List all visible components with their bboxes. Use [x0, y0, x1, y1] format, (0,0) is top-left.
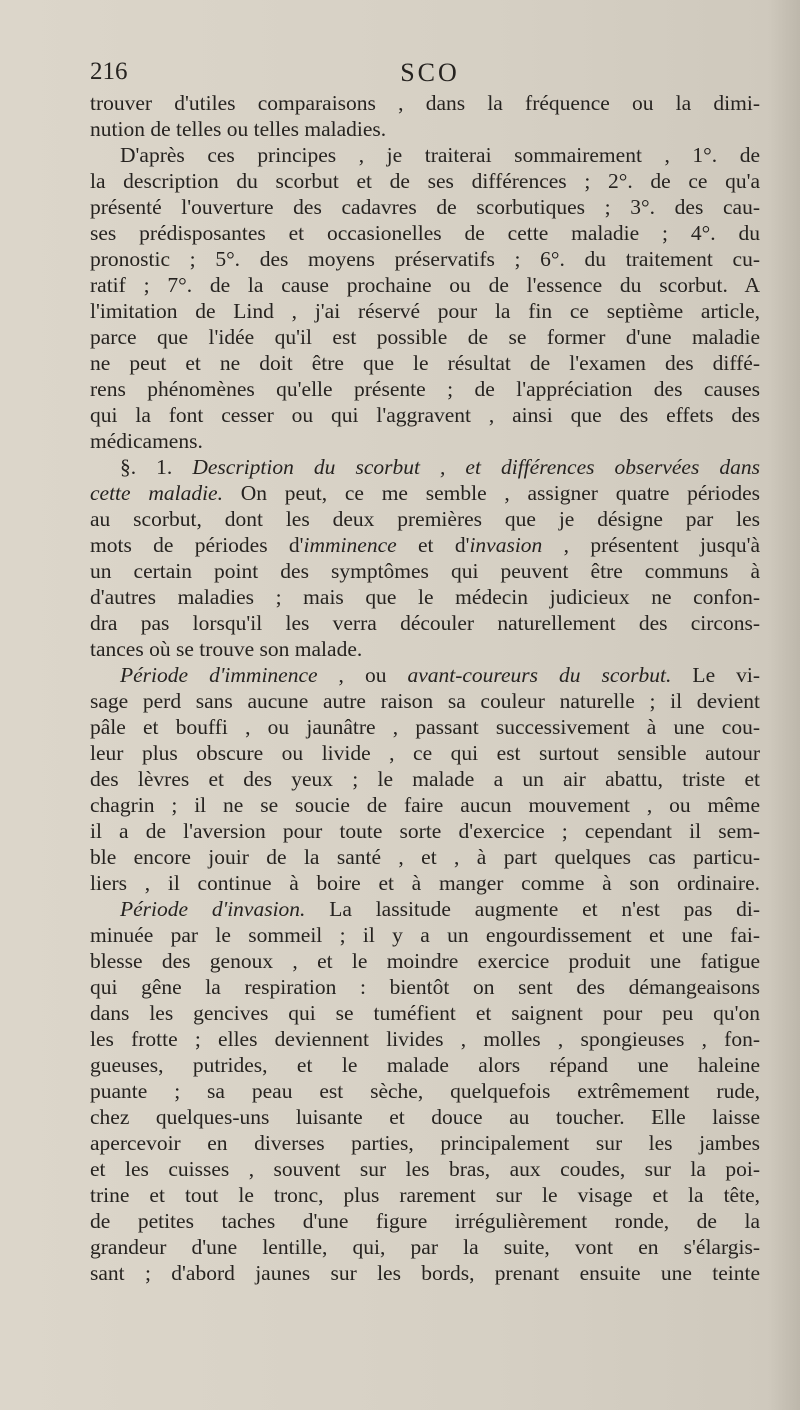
text-segment: , ou: [317, 663, 408, 687]
text-line: [90, 948, 760, 974]
page-number: 216: [90, 58, 128, 85]
text-segment: les frotte ; elles deviennent livides , molles , spongieuses , fon-: [90, 1027, 760, 1051]
text-segment: et d': [396, 533, 470, 557]
text-segment: rens phénomènes qu'elle présente ; de l'appréciation des causes: [90, 377, 760, 401]
text-segment: présenté l'ouverture des cadavres de scorbutiques ; 3°. des cau-: [90, 195, 760, 219]
text-segment: un certain point des symptômes qui peuvent être communs à: [90, 559, 760, 583]
text-segment: au scorbut, dont les deux premières que je désigne par les: [90, 507, 760, 531]
text-line: [90, 1156, 760, 1182]
text-segment: trouver d'utiles comparaisons , dans la fréquence ou la dimi-: [90, 91, 760, 115]
text-line: [90, 896, 760, 922]
text-segment: leur plus obscure ou livide , ce qui est surtout sensible autour: [90, 741, 760, 765]
text-line: [90, 636, 760, 662]
text-segment: mots de périodes d': [90, 533, 304, 557]
text-segment: ne peut et ne doit être que le résultat de l'examen des diffé-: [90, 351, 760, 375]
text-line: [90, 324, 760, 350]
text-line: [90, 1078, 760, 1104]
text-line: [90, 298, 760, 324]
text-line: [90, 168, 760, 194]
text-line: [90, 1104, 760, 1130]
text-line: [90, 688, 760, 714]
text-segment: sant ; d'abord jaunes sur les bords, prenant ensuite une teinte: [90, 1261, 760, 1285]
text-line: [90, 428, 760, 454]
text-segment: la description du scorbut et de ses différences ; 2°. de ce qu'a: [90, 169, 760, 193]
italic-text: cette maladie.: [90, 481, 223, 505]
text-segment: l'imitation de Lind , j'ai réservé pour la fin ce septième article,: [90, 299, 760, 323]
text-segment: sage perd sans aucune autre raison sa couleur naturelle ; il devient: [90, 689, 760, 713]
text-line: [90, 350, 760, 376]
text-line: [90, 844, 760, 870]
text-segment: il a de l'aversion pour toute sorte d'exercice ; cependant il sem-: [90, 819, 760, 843]
running-head: SCO: [400, 58, 460, 87]
text-segment: médicamens.: [90, 429, 203, 453]
text-segment: d'autres maladies ; mais que le médecin judicieux ne confon-: [90, 585, 760, 609]
text-line: [90, 870, 760, 896]
text-segment: liers , il continue à boire et à manger comme à son ordinaire.: [90, 871, 760, 895]
text-line: [90, 714, 760, 740]
text-segment: ble encore jouir de la santé , et , à part quelques cas particu-: [90, 845, 760, 869]
text-line: [90, 1052, 760, 1078]
text-segment: gueuses, putrides, et le malade alors répand une haleine: [90, 1053, 760, 1077]
text-line: [90, 1260, 760, 1286]
text-line: [90, 974, 760, 1000]
text-line: [90, 740, 760, 766]
text-line: [90, 1000, 760, 1026]
text-segment: dra pas lorsqu'il les verra découler naturellement des circons-: [90, 611, 760, 635]
text-line: [90, 1026, 760, 1052]
text-line: [90, 480, 760, 506]
text-line: [90, 142, 760, 168]
text-line: [90, 454, 760, 480]
italic-text: invasion: [469, 533, 543, 557]
italic-text: Période d'imminence: [120, 663, 318, 687]
text-line: [90, 792, 760, 818]
text-segment: grandeur d'une lentille, qui, par la suite, vont en s'élargis-: [90, 1235, 760, 1259]
text-segment: ratif ; 7°. de la cause prochaine ou de l'essence du scorbut. A: [90, 273, 760, 297]
text-line: [90, 532, 760, 558]
text-line: [90, 220, 760, 246]
text-line: [90, 922, 760, 948]
text-segment: §. 1.: [120, 455, 193, 479]
text-line: [90, 90, 760, 116]
body-text: [90, 90, 760, 1286]
text-segment: , présentent jusqu'à: [542, 533, 761, 557]
text-segment: blesse des genoux , et le moindre exercice produit une fatigue: [90, 949, 760, 973]
text-segment: On peut, ce me semble , assigner quatre périodes: [222, 481, 760, 505]
text-segment: qui la font cesser ou qui l'aggravent , ainsi que des effets des: [90, 403, 760, 427]
text-segment: et les cuisses , souvent sur les bras, aux coudes, sur la poi-: [90, 1157, 760, 1181]
text-line: [90, 376, 760, 402]
text-segment: parce que l'idée qu'il est possible de se former d'une maladie: [90, 325, 760, 349]
italic-text: Période d'invasion.: [120, 897, 306, 921]
italic-text: imminence: [303, 533, 397, 557]
text-line: [90, 584, 760, 610]
italic-text: avant-coureurs du scorbut.: [407, 663, 672, 687]
text-segment: dans les gencives qui se tuméfient et saignent pour peu qu'on: [90, 1001, 760, 1025]
text-segment: nution de telles ou telles maladies.: [90, 117, 387, 141]
text-segment: chez quelques-uns luisante et douce au toucher. Elle laisse: [90, 1105, 760, 1129]
text-line: [90, 402, 760, 428]
text-segment: Le vi-: [671, 663, 760, 687]
text-line: [90, 818, 760, 844]
italic-text: Description du scorbut , et différences observées dans: [192, 455, 760, 479]
text-segment: tances où se trouve son malade.: [90, 637, 363, 661]
text-segment: apercevoir en diverses parties, principalement sur les jambes: [90, 1131, 760, 1155]
text-line: [90, 116, 760, 142]
text-segment: pronostic ; 5°. des moyens préservatifs ; 6°. du traitement cu-: [90, 247, 760, 271]
text-line: [90, 272, 760, 298]
text-line: [90, 1182, 760, 1208]
text-segment: qui gêne la respiration : bientôt on sent des démangeaisons: [90, 975, 760, 999]
text-line: [90, 246, 760, 272]
text-line: [90, 1208, 760, 1234]
text-segment: pâle et bouffi , ou jaunâtre , passant successivement à une cou-: [90, 715, 760, 739]
text-segment: des lèvres et des yeux ; le malade a un air abattu, triste et: [90, 767, 760, 791]
text-segment: puante ; sa peau est sèche, quelquefois extrêmement rude,: [90, 1079, 760, 1103]
text-line: [90, 506, 760, 532]
text-line: [90, 662, 760, 688]
text-segment: de petites taches d'une figure irrégulièrement ronde, de la: [90, 1209, 760, 1233]
text-line: [90, 610, 760, 636]
text-segment: chagrin ; il ne se soucie de faire aucun mouvement , ou même: [90, 793, 760, 817]
text-segment: minuée par le sommeil ; il y a un engourdissement et une fai-: [90, 923, 760, 947]
text-line: [90, 1234, 760, 1260]
text-segment: ses prédisposantes et occasionelles de cette maladie ; 4°. du: [90, 221, 760, 245]
text-segment: D'après ces principes , je traiterai sommairement , 1°. de: [120, 143, 760, 167]
text-line: [90, 194, 760, 220]
text-line: [90, 558, 760, 584]
page-header: [90, 58, 770, 92]
text-segment: La lassitude augmente et n'est pas di-: [305, 897, 761, 921]
text-segment: trine et tout le tronc, plus rarement sur le visage et la tête,: [90, 1183, 760, 1207]
text-line: [90, 766, 760, 792]
text-line: [90, 1130, 760, 1156]
